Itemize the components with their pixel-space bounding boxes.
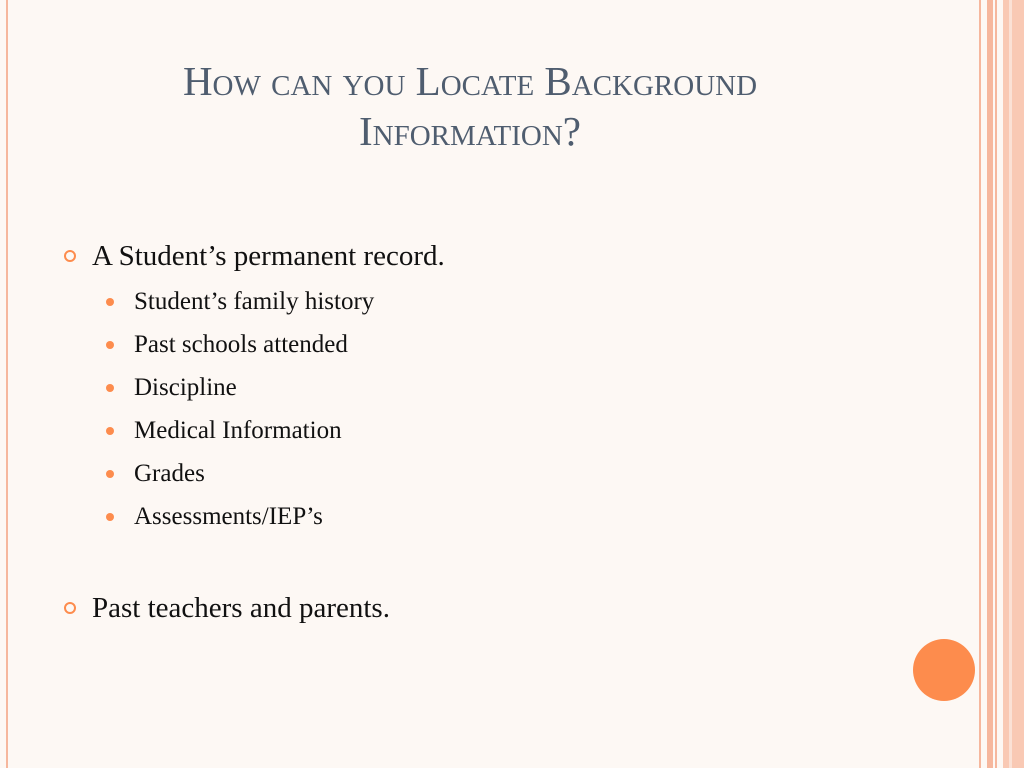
- bullet-text: A Student’s permanent record.: [92, 240, 445, 272]
- sub-bullet-text: Past schools attended: [134, 331, 348, 358]
- sub-bullet-item: [62, 409, 942, 452]
- sub-bullet-item: [62, 495, 942, 538]
- sub-bullet-text: Assessments/IEP’s: [134, 503, 323, 530]
- sub-bullet-text: Student’s family history: [134, 288, 375, 315]
- filled-dot-bullet-icon: [106, 298, 114, 306]
- right-stripe: [995, 0, 997, 768]
- slide-body: [62, 236, 942, 628]
- right-stripe: [1003, 0, 1024, 768]
- sub-bullet-item: [62, 366, 942, 409]
- hollow-circle-bullet-icon: [64, 602, 76, 614]
- bullet-item: [62, 588, 942, 628]
- right-stripe: [1009, 0, 1012, 768]
- sub-bullet-text: Medical Information: [134, 417, 342, 444]
- sub-bullet-list: [62, 280, 942, 538]
- spacer: [62, 538, 942, 588]
- slide-title: [40, 56, 900, 156]
- bullet-text: Past teachers and parents.: [92, 592, 390, 624]
- sub-bullet-text: Discipline: [134, 374, 237, 401]
- left-border-line: [6, 0, 8, 768]
- sub-bullet-item: [62, 280, 942, 323]
- hollow-circle-bullet-icon: [64, 250, 76, 262]
- right-stripe: [987, 0, 993, 768]
- decorative-orange-circle: [913, 639, 975, 701]
- filled-dot-bullet-icon: [106, 470, 114, 478]
- sub-bullet-item: [62, 323, 942, 366]
- title-line-1: How can you Locate Background: [182, 58, 758, 104]
- filled-dot-bullet-icon: [106, 341, 114, 349]
- filled-dot-bullet-icon: [106, 513, 114, 521]
- filled-dot-bullet-icon: [106, 427, 114, 435]
- sub-bullet-item: [62, 452, 942, 495]
- bullet-item: [62, 236, 942, 276]
- right-stripe: [979, 0, 981, 768]
- filled-dot-bullet-icon: [106, 384, 114, 392]
- title-line-2: Information?: [359, 108, 581, 154]
- sub-bullet-text: Grades: [134, 460, 205, 487]
